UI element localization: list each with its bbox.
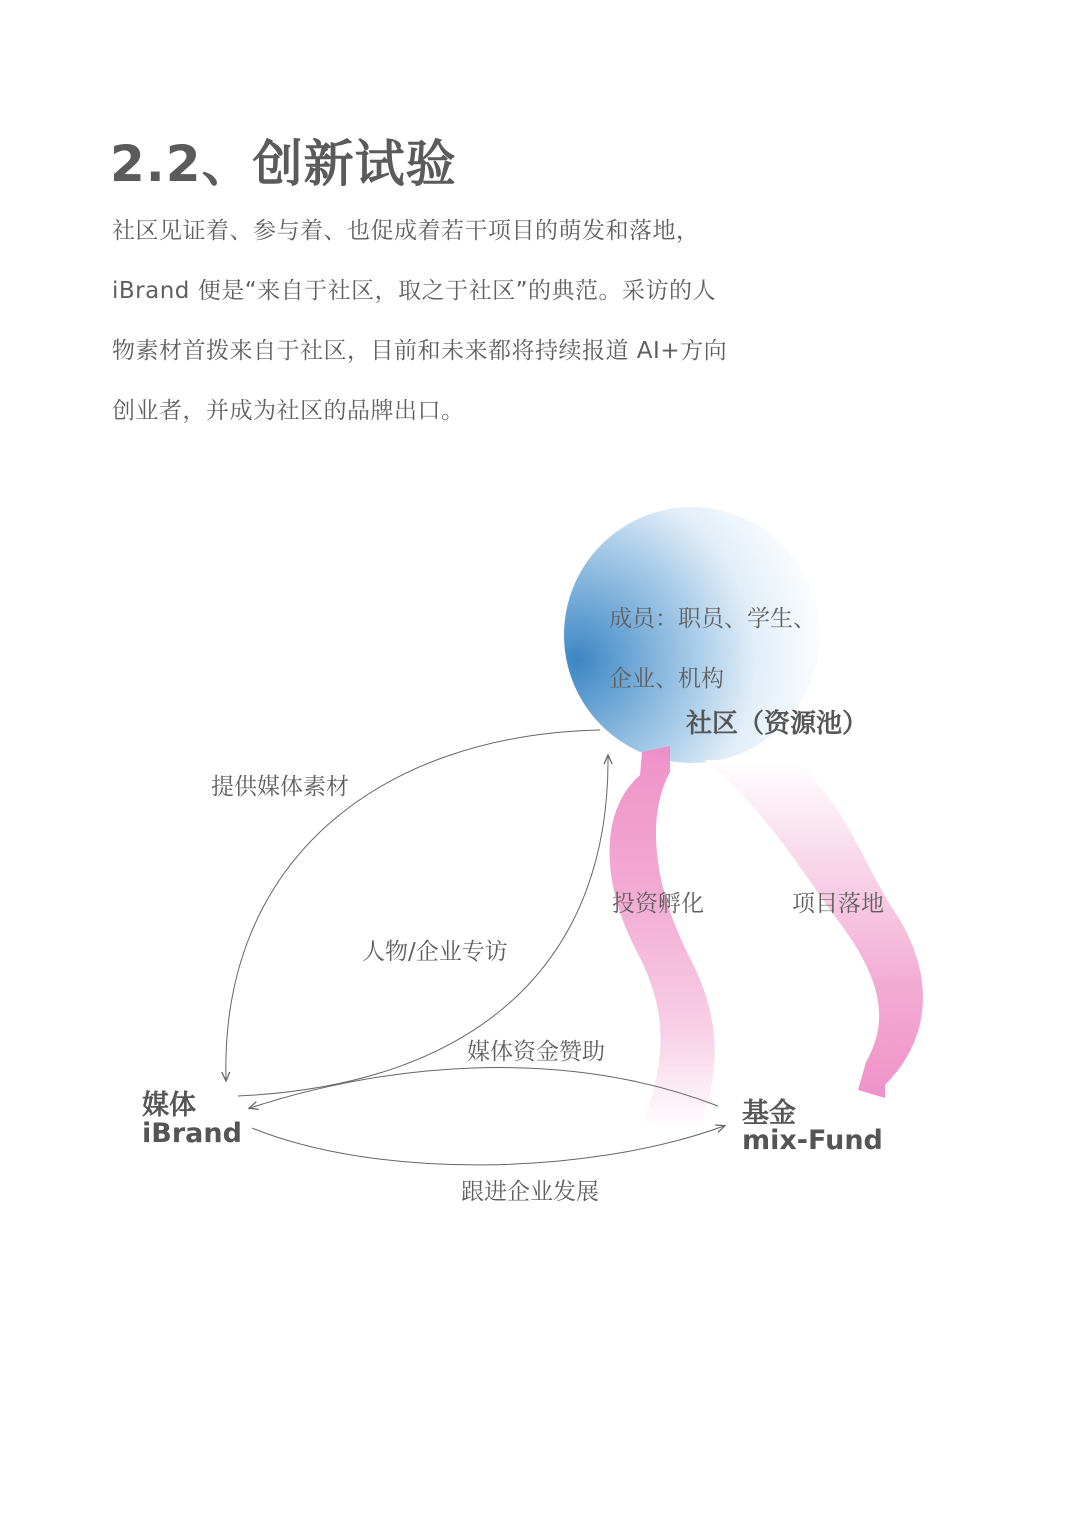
- community-node-title: 社区（资源池）: [686, 709, 869, 739]
- edge-label-landing: 项目落地: [792, 891, 884, 917]
- follow-up-line: [252, 1126, 724, 1165]
- incubation-flow-arrow: [609, 746, 714, 1130]
- sponsorship-line: [250, 1068, 718, 1108]
- media-node-subtitle: iBrand: [142, 1118, 242, 1149]
- page-title: 2.2、创新试验: [110, 135, 457, 193]
- paragraph-line-3: 物素材首拨来自于社区，目前和未来都将持续报道 AI+方向: [112, 338, 728, 364]
- edge-label-incubation: 投资孵化: [612, 891, 704, 917]
- media-node-title: 媒体: [142, 1090, 196, 1121]
- fund-node-subtitle: mix-Fund: [742, 1125, 883, 1156]
- edge-label-interview: 人物/企业专访: [362, 939, 508, 965]
- edge-label-follow-up: 跟进企业发展: [461, 1179, 599, 1205]
- edge-label-sponsorship: 媒体资金赞助: [467, 1039, 605, 1065]
- paragraph-line-4: 创业者，并成为社区的品牌出口。: [112, 398, 465, 424]
- community-members-line-1: 成员：职员、学生、: [609, 606, 816, 632]
- community-members-line-2: 企业、机构: [609, 666, 724, 692]
- landing-flow-arrow: [705, 760, 923, 1098]
- paragraph-line-1: 社区见证着、参与着、也促成着若干项目的萌发和落地，: [112, 218, 700, 244]
- paragraph-line-2: iBrand 便是“来自于社区，取之于社区”的典范。采访的人: [112, 278, 717, 304]
- edge-label-provide-material: 提供媒体素材: [211, 774, 349, 800]
- fund-node-title: 基金: [742, 1098, 796, 1129]
